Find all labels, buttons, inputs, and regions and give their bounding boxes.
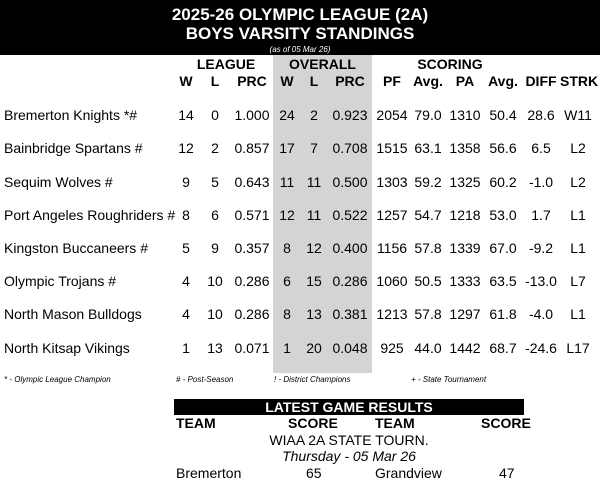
points-against-cell: 1339 xyxy=(449,240,481,256)
result-score1: 65 xyxy=(306,465,322,481)
points-against-avg-cell: 61.8 xyxy=(489,306,517,322)
overall-prc-cell: 0.500 xyxy=(332,174,368,190)
point-diff-cell: -13.0 xyxy=(525,273,557,289)
overall-prc-cell: 0.522 xyxy=(332,207,368,223)
overall-prc-cell: 0.923 xyxy=(332,107,368,123)
point-diff-cell: -1.0 xyxy=(528,174,554,190)
league-wins-cell: 1 xyxy=(182,340,190,356)
points-for-cell: 1515 xyxy=(376,140,408,156)
league-wins-cell: 8 xyxy=(182,207,190,223)
column-header-overall-prc: PRC xyxy=(335,73,365,89)
points-for-avg-cell: 54.7 xyxy=(414,207,442,223)
overall-prc-cell: 0.381 xyxy=(332,306,368,322)
legend-district: ! - District Champions xyxy=(274,375,351,384)
overall-losses-cell: 12 xyxy=(306,240,322,256)
points-against-cell: 1218 xyxy=(449,207,481,223)
league-wins-cell: 4 xyxy=(182,306,190,322)
league-losses-cell: 0 xyxy=(211,107,219,123)
streak-cell: L1 xyxy=(570,207,586,223)
overall-losses-cell: 11 xyxy=(306,174,322,190)
league-prc-cell: 0.286 xyxy=(234,306,270,322)
points-against-avg-cell: 50.4 xyxy=(489,107,517,123)
results-header-team2: TEAM xyxy=(375,415,415,431)
column-header-league-prc: PRC xyxy=(237,73,267,89)
overall-losses-cell: 7 xyxy=(310,140,318,156)
points-for-avg-cell: 63.1 xyxy=(414,140,442,156)
result-team2: Grandview xyxy=(375,465,442,481)
league-prc-cell: 1.000 xyxy=(234,107,270,123)
points-for-avg-cell: 57.8 xyxy=(414,306,442,322)
overall-wins-cell: 17 xyxy=(279,140,295,156)
points-for-avg-cell: 50.5 xyxy=(414,273,442,289)
league-losses-cell: 5 xyxy=(211,174,219,190)
page-subtitle: BOYS VARSITY STANDINGS xyxy=(185,24,415,43)
results-header-score1: SCORE xyxy=(288,415,338,431)
legend-post-season: # - Post-Season xyxy=(176,375,234,384)
overall-wins-cell: 6 xyxy=(283,273,291,289)
league-wins-cell: 12 xyxy=(178,140,194,156)
overall-losses-cell: 11 xyxy=(306,207,322,223)
league-wins-cell: 9 xyxy=(182,174,190,190)
team-name: North Kitsap Vikings xyxy=(4,340,130,356)
results-header-team1: TEAM xyxy=(176,415,216,431)
overall-prc-cell: 0.400 xyxy=(332,240,368,256)
points-for-avg-cell: 59.2 xyxy=(414,174,442,190)
team-name: Sequim Wolves # xyxy=(4,174,113,190)
point-diff-cell: 6.5 xyxy=(531,140,551,156)
streak-cell: L2 xyxy=(570,140,586,156)
streak-cell: L1 xyxy=(570,306,586,322)
team-name: Kingston Buccaneers # xyxy=(4,240,148,256)
team-name: North Mason Bulldogs xyxy=(4,306,142,322)
points-against-avg-cell: 63.5 xyxy=(489,273,517,289)
results-header-score2: SCORE xyxy=(481,415,531,431)
column-header-league-wins: W xyxy=(179,73,193,89)
points-for-cell: 1156 xyxy=(376,240,408,256)
overall-wins-cell: 8 xyxy=(283,240,291,256)
points-for-cell: 1060 xyxy=(376,273,408,289)
league-losses-cell: 13 xyxy=(207,340,223,356)
league-losses-cell: 2 xyxy=(211,140,219,156)
results-date: Thursday - 05 Mar 26 xyxy=(282,448,416,464)
streak-cell: W11 xyxy=(564,107,592,123)
point-diff-cell: 1.7 xyxy=(531,207,551,223)
column-header-points-for-avg: Avg. xyxy=(413,73,443,89)
column-header-overall-losses: L xyxy=(309,73,319,89)
result-team1: Bremerton xyxy=(176,465,242,481)
page-title: 2025-26 OLYMPIC LEAGUE (2A) xyxy=(171,5,429,24)
league-wins-cell: 5 xyxy=(182,240,190,256)
point-diff-cell: 28.6 xyxy=(527,107,555,123)
team-name: Bainbridge Spartans # xyxy=(4,140,143,156)
points-for-avg-cell: 44.0 xyxy=(414,340,442,356)
league-prc-cell: 0.286 xyxy=(234,273,270,289)
overall-wins-cell: 11 xyxy=(279,174,295,190)
results-title: LATEST GAME RESULTS xyxy=(174,399,524,415)
points-for-cell: 925 xyxy=(380,340,404,356)
streak-cell: L7 xyxy=(570,273,586,289)
points-against-cell: 1442 xyxy=(449,340,481,356)
overall-prc-cell: 0.286 xyxy=(332,273,368,289)
as-of-date: (as of 05 Mar 26) xyxy=(269,45,331,54)
column-header-points-for: PF xyxy=(383,73,401,89)
league-prc-cell: 0.643 xyxy=(234,174,270,190)
overall-wins-cell: 12 xyxy=(279,207,295,223)
league-prc-cell: 0.571 xyxy=(234,207,270,223)
point-diff-cell: -4.0 xyxy=(528,306,554,322)
team-name: Bremerton Knights *# xyxy=(4,107,138,123)
points-against-avg-cell: 56.6 xyxy=(489,140,517,156)
overall-losses-cell: 15 xyxy=(306,273,322,289)
league-prc-cell: 0.071 xyxy=(234,340,270,356)
column-header-points-against-avg: Avg. xyxy=(488,73,518,89)
overall-losses-cell: 13 xyxy=(306,306,322,322)
points-for-cell: 1213 xyxy=(376,306,408,322)
streak-cell: L17 xyxy=(566,340,590,356)
point-diff-cell: -24.6 xyxy=(525,340,557,356)
points-for-avg-cell: 79.0 xyxy=(414,107,442,123)
points-for-cell: 1303 xyxy=(376,174,408,190)
points-against-cell: 1325 xyxy=(449,174,481,190)
legend-champion: * - Olympic League Champion xyxy=(4,375,111,384)
points-against-avg-cell: 67.0 xyxy=(489,240,517,256)
column-header-overall-wins: W xyxy=(280,73,294,89)
column-header-point-diff: DIFF xyxy=(525,73,557,89)
points-against-cell: 1310 xyxy=(449,107,481,123)
league-wins-cell: 14 xyxy=(178,107,194,123)
streak-cell: L2 xyxy=(570,174,586,190)
overall-wins-cell: 1 xyxy=(283,340,291,356)
overall-losses-cell: 2 xyxy=(310,107,318,123)
point-diff-cell: -9.2 xyxy=(528,240,554,256)
points-against-avg-cell: 60.2 xyxy=(489,174,517,190)
league-losses-cell: 10 xyxy=(207,306,223,322)
points-against-avg-cell: 68.7 xyxy=(489,340,517,356)
league-prc-cell: 0.357 xyxy=(234,240,270,256)
group-header-scoring: SCORING xyxy=(417,56,483,72)
points-for-cell: 2054 xyxy=(376,107,408,123)
overall-prc-cell: 0.708 xyxy=(332,140,368,156)
result-score2: 47 xyxy=(499,465,515,481)
points-against-cell: 1333 xyxy=(449,273,481,289)
team-name: Port Angeles Roughriders # xyxy=(4,207,176,223)
legend-state: + - State Tournament xyxy=(411,375,487,384)
group-header-league: LEAGUE xyxy=(196,56,256,72)
group-header-overall: OVERALL xyxy=(289,56,356,72)
overall-wins-cell: 8 xyxy=(283,306,291,322)
streak-cell: L1 xyxy=(570,240,586,256)
league-wins-cell: 4 xyxy=(182,273,190,289)
overall-wins-cell: 24 xyxy=(279,107,295,123)
points-against-avg-cell: 53.0 xyxy=(489,207,517,223)
overall-prc-cell: 0.048 xyxy=(332,340,368,356)
points-against-cell: 1297 xyxy=(449,306,481,322)
league-losses-cell: 9 xyxy=(211,240,219,256)
column-header-streak: STRK xyxy=(560,73,599,89)
league-losses-cell: 10 xyxy=(207,273,223,289)
column-header-points-against: PA xyxy=(455,73,475,89)
points-against-cell: 1358 xyxy=(449,140,481,156)
points-for-cell: 1257 xyxy=(376,207,408,223)
league-prc-cell: 0.857 xyxy=(234,140,270,156)
results-event: WIAA 2A STATE TOURN. xyxy=(269,432,429,448)
team-name: Olympic Trojans # xyxy=(4,273,117,289)
overall-losses-cell: 20 xyxy=(306,340,322,356)
points-for-avg-cell: 57.8 xyxy=(414,240,442,256)
column-header-league-losses: L xyxy=(210,73,220,89)
league-losses-cell: 6 xyxy=(211,207,219,223)
